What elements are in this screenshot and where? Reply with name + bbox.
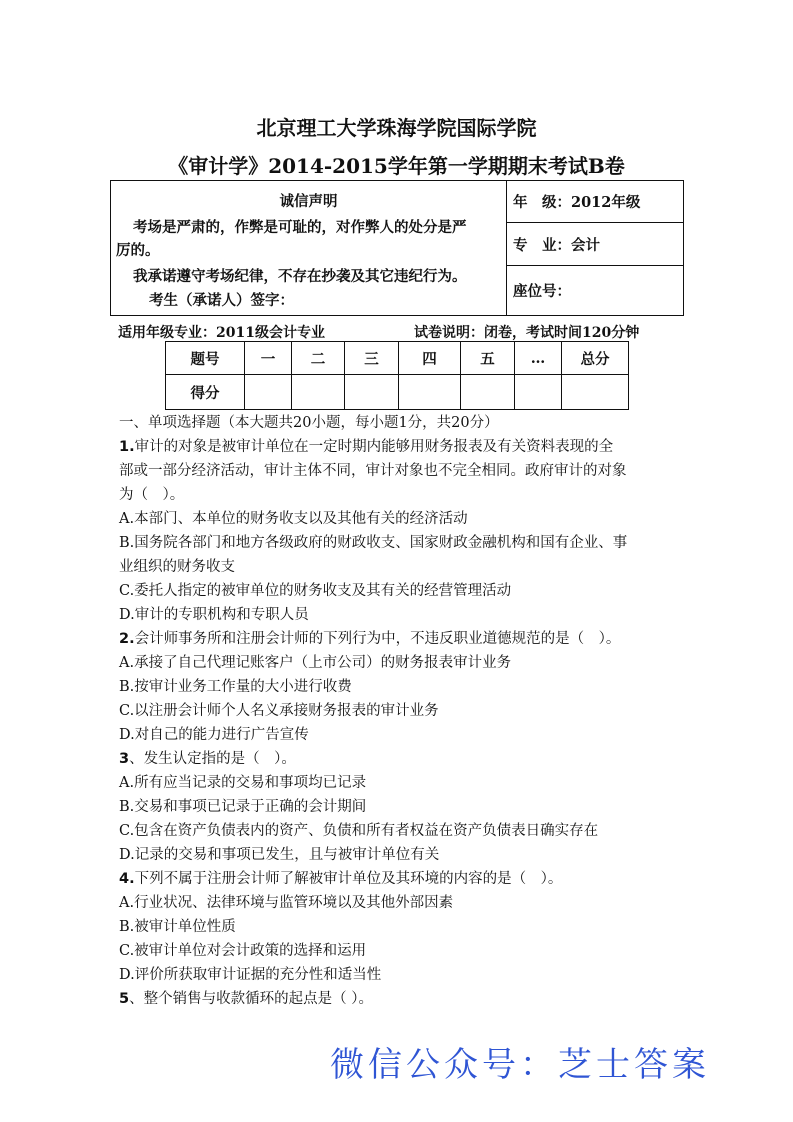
question-line [119, 867, 627, 891]
text-line [119, 483, 627, 507]
line-text: B.被审计单位性质 [119, 919, 236, 935]
header-cell: 二 [292, 342, 345, 375]
score-cell[interactable] [461, 375, 515, 410]
text-line [119, 651, 627, 675]
text-line [119, 459, 627, 483]
score-cell[interactable] [515, 375, 562, 410]
header-cell: 总分 [562, 342, 629, 375]
line-text: 部或一部分经济活动，审计主体不同，审计对象也不完全相同。政府审计的对象 [119, 463, 627, 479]
line-text: D.对自己的能力进行广告宣传 [119, 727, 309, 743]
text-line [119, 723, 627, 747]
header-cell: 一 [245, 342, 292, 375]
text-line [119, 963, 627, 987]
honesty-line: 考场是严肃的，作弊是可耻的，对作弊人的处分是严 [133, 219, 467, 236]
question-number: 3 [119, 751, 130, 767]
line-text: D.审计的专职机构和专职人员 [119, 607, 309, 623]
honesty-line: 我承诺遵守考场纪律，不存在抄袭及其它违纪行为。 [133, 268, 467, 285]
line-text: A.行业状况、法律环境与监管环境以及其他外部因素 [119, 895, 454, 911]
line-text: 为（ ）。 [119, 487, 185, 503]
applicable-major: 适用年级专业：2011级会计专业 [118, 325, 325, 341]
honesty-heading: 诚信声明 [279, 193, 338, 210]
text-line [119, 795, 627, 819]
text-line [119, 675, 627, 699]
question-number: 1. [119, 439, 135, 455]
score-cell[interactable] [245, 375, 292, 410]
score-cell[interactable] [399, 375, 461, 410]
header-cell: 三 [345, 342, 399, 375]
score-header-row [166, 342, 629, 375]
text-line [119, 771, 627, 795]
text-line [119, 555, 627, 579]
question-line [119, 987, 627, 1011]
question-number: 2. [119, 631, 135, 647]
seat-field [507, 266, 683, 315]
text-line [119, 411, 627, 435]
header-box [110, 180, 684, 316]
line-text: B.国务院各部门和地方各级政府的财政收支、国家财政金融机构和国有企业、事 [119, 535, 628, 551]
school-title: 北京理工大学珠海学院国际学院 [256, 116, 537, 140]
header-cell: 五 [461, 342, 515, 375]
header-cell: … [515, 342, 562, 375]
line-text: C.包含在资产负债表内的资产、负债和所有者权益在资产负债表日确实存在 [119, 823, 599, 839]
honesty-statement [111, 181, 507, 315]
question-line [119, 435, 627, 459]
exam-title: 《审计学》2014-2015学年第一学期期末考试B卷 [168, 154, 625, 178]
text-line [119, 507, 627, 531]
score-cell[interactable] [562, 375, 629, 410]
line-text: 一、单项选择题（本大题共20小题，每小题1分，共20分） [119, 415, 499, 431]
text-line [119, 915, 627, 939]
honesty-line: 厉的。 [116, 242, 160, 259]
line-text: A.本部门、本单位的财务收支以及其他有关的经济活动 [119, 511, 468, 527]
line-text: 审计的对象是被审计单位在一定时期内能够用财务报表及有关资料表现的全 [134, 439, 614, 455]
line-text: C.以注册会计师个人名义承接财务报表的审计业务 [119, 703, 439, 719]
score-table [165, 341, 629, 410]
line-text: C.委托人指定的被审单位的财务收支及其有关的经营管理活动 [119, 583, 512, 599]
questions [119, 411, 627, 1011]
text-line [119, 603, 627, 627]
question-number: 4. [119, 871, 135, 887]
line-text: 业组织的财务收支 [119, 559, 235, 575]
grade-field [507, 181, 683, 223]
line-text: 、整个销售与收款循环的起点是（ ）。 [129, 991, 373, 1007]
exam-note: 试卷说明：闭卷，考试时间120分钟 [414, 325, 640, 341]
seat-label: 座位号： [513, 283, 571, 300]
grade-label: 年 级：2012年级 [513, 194, 641, 211]
score-cell[interactable] [345, 375, 399, 410]
score-row [166, 375, 629, 410]
question-line [119, 747, 627, 771]
watermark: 微信公众号：芝士答案 [330, 1045, 710, 1085]
line-text: 会计师事务所和注册会计师的下列行为中，不违反职业道德规范的是（ ）。 [134, 631, 621, 647]
question-line [119, 627, 627, 651]
text-line [119, 531, 627, 555]
text-line [119, 579, 627, 603]
line-text: B.按审计业务工作量的大小进行收费 [119, 679, 352, 695]
header-cell: 四 [399, 342, 461, 375]
student-info [507, 181, 683, 315]
line-text: D.评价所获取审计证据的充分性和适当性 [119, 967, 382, 983]
score-cell[interactable] [292, 375, 345, 410]
text-line [119, 843, 627, 867]
text-line [119, 939, 627, 963]
line-text: A.承接了自己代理记账客户（上市公司）的财务报表审计业务 [119, 655, 512, 671]
major-label: 专 业：会计 [513, 236, 600, 254]
major-field [507, 223, 683, 266]
line-text: D.记录的交易和事项已发生，且与被审计单位有关 [119, 847, 440, 863]
line-text: C.被审计单位对会计政策的选择和运用 [119, 943, 367, 959]
signature-label: 考生（承诺人）签字： [149, 292, 294, 309]
question-number: 5 [119, 991, 130, 1007]
line-text: 、发生认定指的是（ ）。 [129, 751, 296, 767]
text-line [119, 699, 627, 723]
header-cell: 题号 [166, 342, 245, 375]
text-line [119, 819, 627, 843]
line-text: B.交易和事项已记录于正确的会计期间 [119, 799, 367, 815]
score-row-label: 得分 [166, 375, 245, 410]
line-text: A.所有应当记录的交易和事项均已记录 [119, 775, 367, 791]
text-line [119, 891, 627, 915]
line-text: 下列不属于注册会计师了解被审计单位及其环境的内容的是（ ）。 [134, 871, 563, 887]
